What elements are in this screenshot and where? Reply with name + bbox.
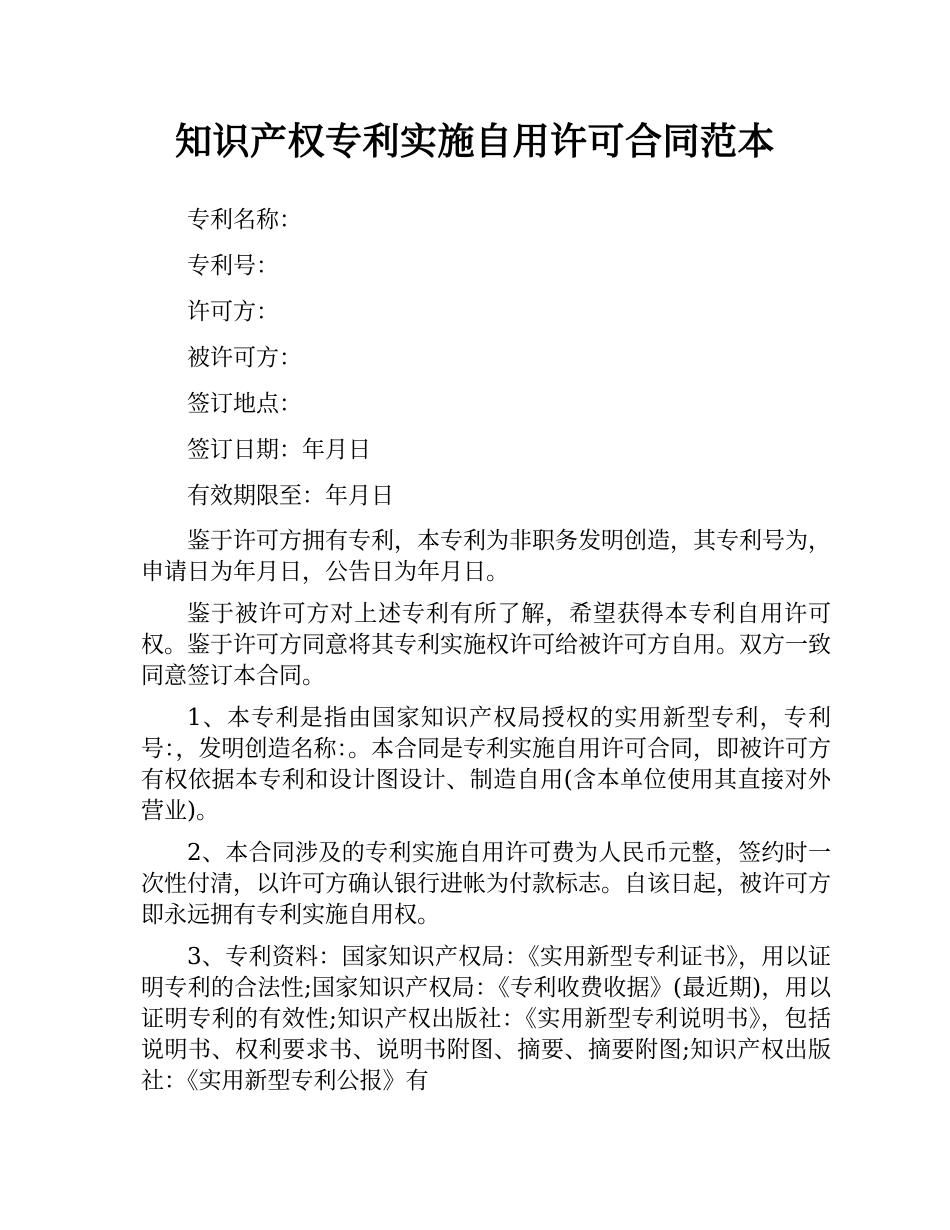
document-body bbox=[141, 202, 831, 1108]
document-title: 知识产权专利实施自用许可合同范本 bbox=[175, 120, 775, 163]
field-signing-place: 签订地点： bbox=[187, 391, 302, 417]
paragraph-whereas-patent: 鉴于许可方拥有专利，本专利为非职务发明创造，其专利号为，申请日为年月日，公告日为年月日。 bbox=[141, 528, 831, 585]
paragraph-clause-1: 1、本专利是指由国家知识产权局授权的实用新型专利，专利号：，发明创造名称：。本合同是专利实施自用许可合同，即被许可方有权依据本专利和设计图设计、制造自用(含本单位使用其直接对外营业)。 bbox=[141, 705, 831, 824]
field-valid-until: 有效期限至：年月日 bbox=[187, 483, 394, 509]
paragraph-clause-3: 3、专利资料：国家知识产权局：《实用新型专利证书》，用以证明专利的合法性;国家知识产权局：《专利收费收据》(最近期)，用以证明专利的有效性;知识产权出版社：《实用新型专利说明书》，包括说明书、权利要求书、说明书附图、摘要、摘要附图;知识产权出版社：《实用新型专利公报》有 bbox=[141, 944, 831, 1094]
field-patent-name: 专利名称： bbox=[187, 207, 302, 233]
paragraph-clause-2: 2、本合同涉及的专利实施自用许可费为人民币元整，签约时一次性付清，以许可方确认银行进帐为付款标志。自该日起，被许可方即永远拥有专利实施自用权。 bbox=[141, 840, 831, 928]
field-licensee: 被许可方： bbox=[187, 345, 302, 371]
field-patent-number: 专利号： bbox=[187, 253, 279, 279]
paragraph-whereas-license: 鉴于被许可方对上述专利有所了解，希望获得本专利自用许可权。鉴于许可方同意将其专利实施权许可给被许可方自用。双方一致同意签订本合同。 bbox=[141, 601, 831, 689]
field-signing-date: 签订日期：年月日 bbox=[187, 437, 371, 463]
field-licensor: 许可方： bbox=[187, 299, 279, 325]
